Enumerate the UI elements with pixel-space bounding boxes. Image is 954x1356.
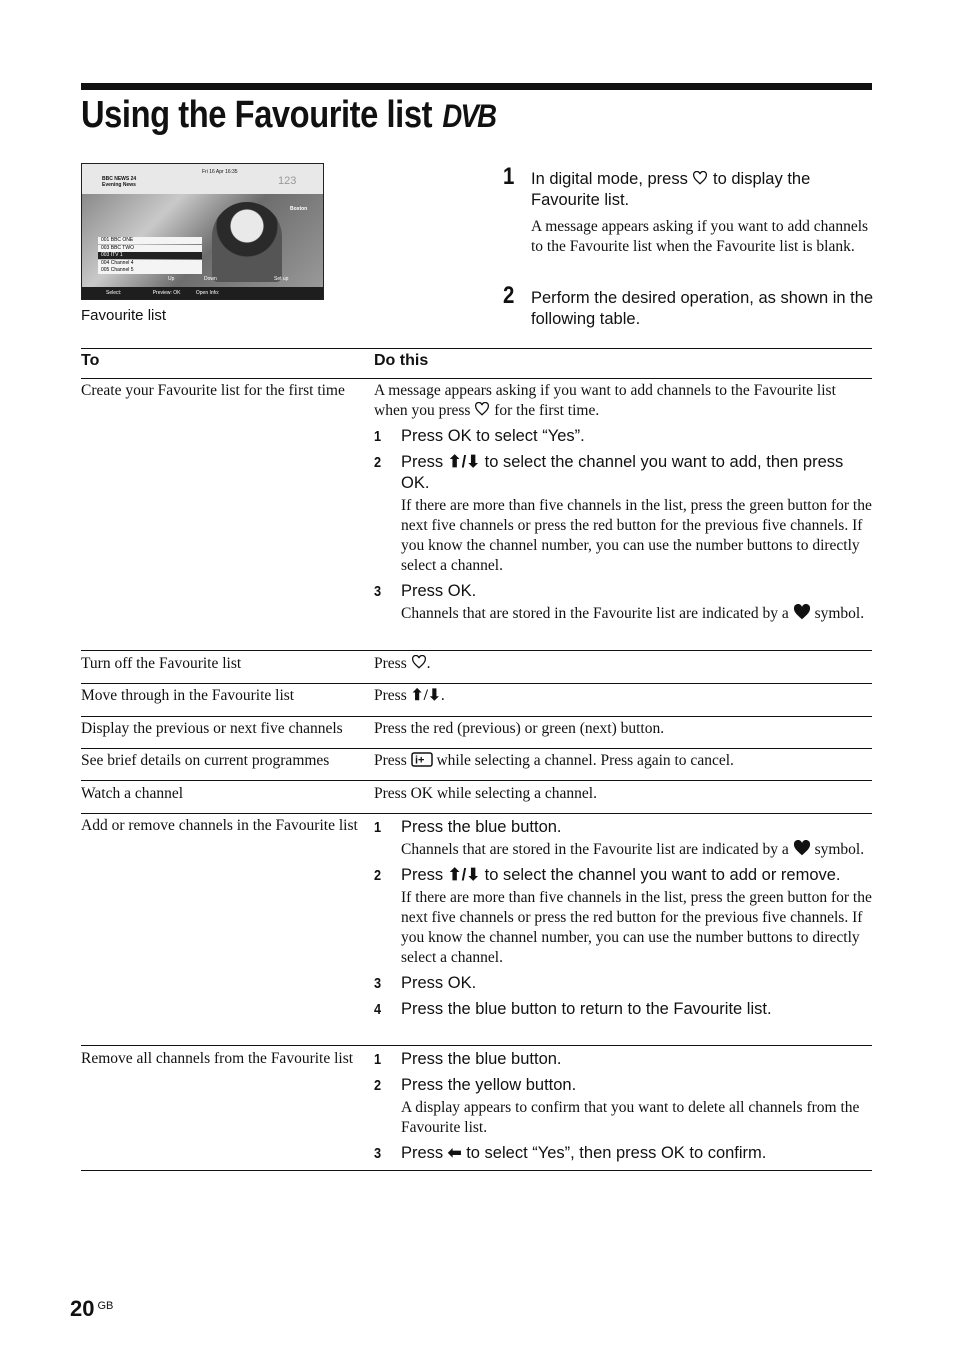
intro-text: for the first time.	[494, 402, 600, 419]
substep-number: 2	[374, 1077, 382, 1094]
substep-number: 3	[374, 1145, 382, 1162]
screen-nav-up: Up	[168, 276, 175, 282]
heart-filled-icon	[793, 840, 811, 856]
row-watch-do: Press OK while selecting a channel.	[374, 785, 597, 802]
do-text: while selecting a channel. Press again to cancel.	[436, 752, 734, 769]
dvb-badge: DVB	[442, 98, 496, 134]
table-rule	[81, 748, 872, 749]
step-text	[531, 169, 876, 211]
table-rule	[81, 716, 872, 717]
step-number: 2	[503, 282, 515, 309]
step-text-part: to display the Favourite list.	[531, 170, 811, 209]
col-header-to: To	[81, 352, 100, 369]
row-prevnext-to: Display the previous or next five channels	[81, 720, 343, 737]
screen-channel-row: 004 Channel 4	[98, 260, 202, 267]
substep-text: Press the blue button.	[401, 818, 562, 836]
substep	[374, 426, 872, 447]
page-number-value: 20	[70, 1296, 95, 1321]
title-rule	[81, 83, 872, 90]
row-create-do	[374, 381, 872, 624]
table-rule	[81, 650, 872, 651]
substep	[374, 865, 872, 886]
step-number: 1	[503, 163, 515, 190]
screen-footer	[82, 287, 323, 299]
substep-text: Press the yellow button.	[401, 1076, 577, 1094]
heart-filled-icon	[793, 604, 811, 620]
screen-channel-name: BBC NEWS 24	[102, 176, 137, 182]
substep-text: to select the channel you want to add or remove.	[484, 866, 841, 884]
up-down-arrows-icon: ⬆/⬇	[447, 866, 481, 884]
screen-channel-number: 123	[278, 175, 297, 187]
col-header-do: Do this	[374, 352, 429, 369]
heart-outline-icon	[692, 171, 708, 185]
row-create-to: Create your Favourite list for the first time	[81, 382, 345, 399]
substep-note	[374, 840, 872, 860]
note-text: symbol.	[814, 605, 865, 622]
substep	[374, 999, 872, 1020]
note-text: symbol.	[814, 841, 865, 858]
screen-channel-list	[98, 237, 202, 275]
step-text-part: In digital mode, press	[531, 170, 688, 188]
page-locale: GB	[97, 1300, 114, 1312]
screen-channel-row: 003 BBC TWO	[98, 245, 202, 252]
favourite-list-screenshot	[81, 163, 324, 300]
screen-channel-row: 005 Channel 5	[98, 267, 202, 274]
row-move-do	[374, 686, 872, 706]
substep-number: 2	[374, 867, 382, 884]
substep-note: A display appears to confirm that you want to delete all channels from the Favourite list.	[401, 1099, 860, 1136]
substep-text: Press OK to select “Yes”.	[401, 427, 585, 445]
row-addremove-to: Add or remove channels in the Favourite list	[81, 817, 358, 834]
substep-text: to select the channel you want to add, then press OK.	[401, 453, 844, 492]
substep-number: 3	[374, 583, 382, 600]
left-arrow-icon: ⬅	[447, 1144, 462, 1162]
info-button-icon	[411, 752, 433, 767]
substep-text: Press	[401, 453, 444, 471]
substep-number: 3	[374, 975, 382, 992]
row-create-intro	[374, 381, 872, 421]
substep-note	[374, 604, 872, 624]
row-move-to: Move through in the Favourite list	[81, 687, 295, 704]
substep	[374, 817, 872, 838]
table-rule	[81, 780, 872, 781]
do-text: Press	[374, 687, 407, 704]
screenshot-caption: Favourite list	[81, 307, 167, 324]
note-text: Channels that are stored in the Favourite list are indicated by a	[401, 841, 789, 858]
up-down-arrows-icon: ⬆/⬇	[447, 453, 481, 471]
step-note: A message appears asking if you want to add channels to the Favourite list when the Favourite list is blank.	[531, 218, 869, 255]
substep-text: Press the blue button to return to the Favourite list.	[401, 1000, 772, 1018]
table-rule	[81, 378, 872, 379]
substep	[374, 452, 872, 494]
page-title	[81, 94, 495, 137]
svg-text:i+: i+	[414, 754, 425, 767]
substep-note: If there are more than five channels in the list, press the green button for the next five channels or press the red button for the previous five channels. If you know the channel number, you can use the number buttons to directly select a channel.	[401, 889, 872, 966]
row-watch-to: Watch a channel	[81, 785, 184, 802]
substep-text: Press OK.	[401, 974, 477, 992]
substep-number: 1	[374, 1051, 382, 1068]
page-title-text: Using the Favourite list	[81, 94, 433, 136]
screen-location: Boston	[290, 206, 308, 212]
row-turnoff-to: Turn off the Favourite list	[81, 655, 242, 672]
screen-channel-row-selected: 003 ITV 1	[98, 252, 202, 259]
row-prevnext-do: Press the red (previous) or green (next) button.	[374, 720, 665, 737]
table-rule	[81, 683, 872, 684]
screen-nav-setup: Set up	[274, 276, 289, 282]
substep-text: Press	[401, 866, 444, 884]
substep	[374, 1049, 872, 1070]
substep	[374, 1143, 872, 1164]
substep-number: 4	[374, 1001, 382, 1018]
heart-outline-icon	[474, 402, 490, 416]
substep-text: Press	[401, 1144, 444, 1162]
screen-datetime: Fri 16 Apr 16:35	[202, 169, 238, 175]
substep-text: Press the blue button.	[401, 1050, 562, 1068]
do-text: .	[426, 655, 431, 672]
substep	[374, 1075, 872, 1096]
substep-text: Press OK.	[401, 582, 477, 600]
row-details-to: See brief details on current programmes	[81, 752, 330, 769]
heart-outline-icon	[411, 655, 427, 669]
intro-text: A message appears asking if you want to add channels to the Favourite list when you press	[374, 382, 836, 419]
page-number	[70, 1296, 113, 1322]
screen-footer-openinfo: Open Info:	[195, 290, 220, 296]
row-removeall-do	[374, 1044, 872, 1164]
substep	[374, 581, 872, 602]
presenter-image	[212, 202, 282, 282]
substep-note: If there are more than five channels in the list, press the green button for the next five channels or press the red button for the previous five channels. If you know the channel number, you can use the number buttons to directly select a channel.	[401, 497, 872, 574]
substep	[374, 973, 872, 994]
substep-number: 1	[374, 819, 382, 836]
row-details-do	[374, 751, 872, 771]
table-rule	[81, 1170, 872, 1171]
do-text: Press	[374, 655, 407, 672]
substep-number: 1	[374, 428, 382, 445]
row-removeall-to: Remove all channels from the Favourite list	[81, 1050, 354, 1067]
substep-number: 2	[374, 454, 382, 471]
up-down-arrows-icon: ⬆/⬇	[410, 687, 441, 704]
do-text: Press	[374, 752, 407, 769]
screen-footer-select: Select:	[106, 290, 122, 296]
row-turnoff-do	[374, 654, 872, 674]
screen-footer-preview: Preview:	[152, 290, 172, 296]
screen-nav-down: Down	[204, 276, 217, 282]
note-text: Channels that are stored in the Favourite list are indicated by a	[401, 605, 789, 622]
screen-programme: Evening News	[102, 182, 136, 188]
do-text: .	[440, 687, 445, 704]
screen-footer-preview-key: OK	[173, 290, 181, 296]
substep-text: to select “Yes”, then press OK to confirm.	[466, 1144, 767, 1162]
screen-channel-row: 001 BBC ONE	[98, 237, 202, 244]
row-addremove-do	[374, 812, 872, 1020]
table-rule	[81, 348, 872, 349]
step-text: Perform the desired operation, as shown in the following table.	[531, 289, 874, 328]
